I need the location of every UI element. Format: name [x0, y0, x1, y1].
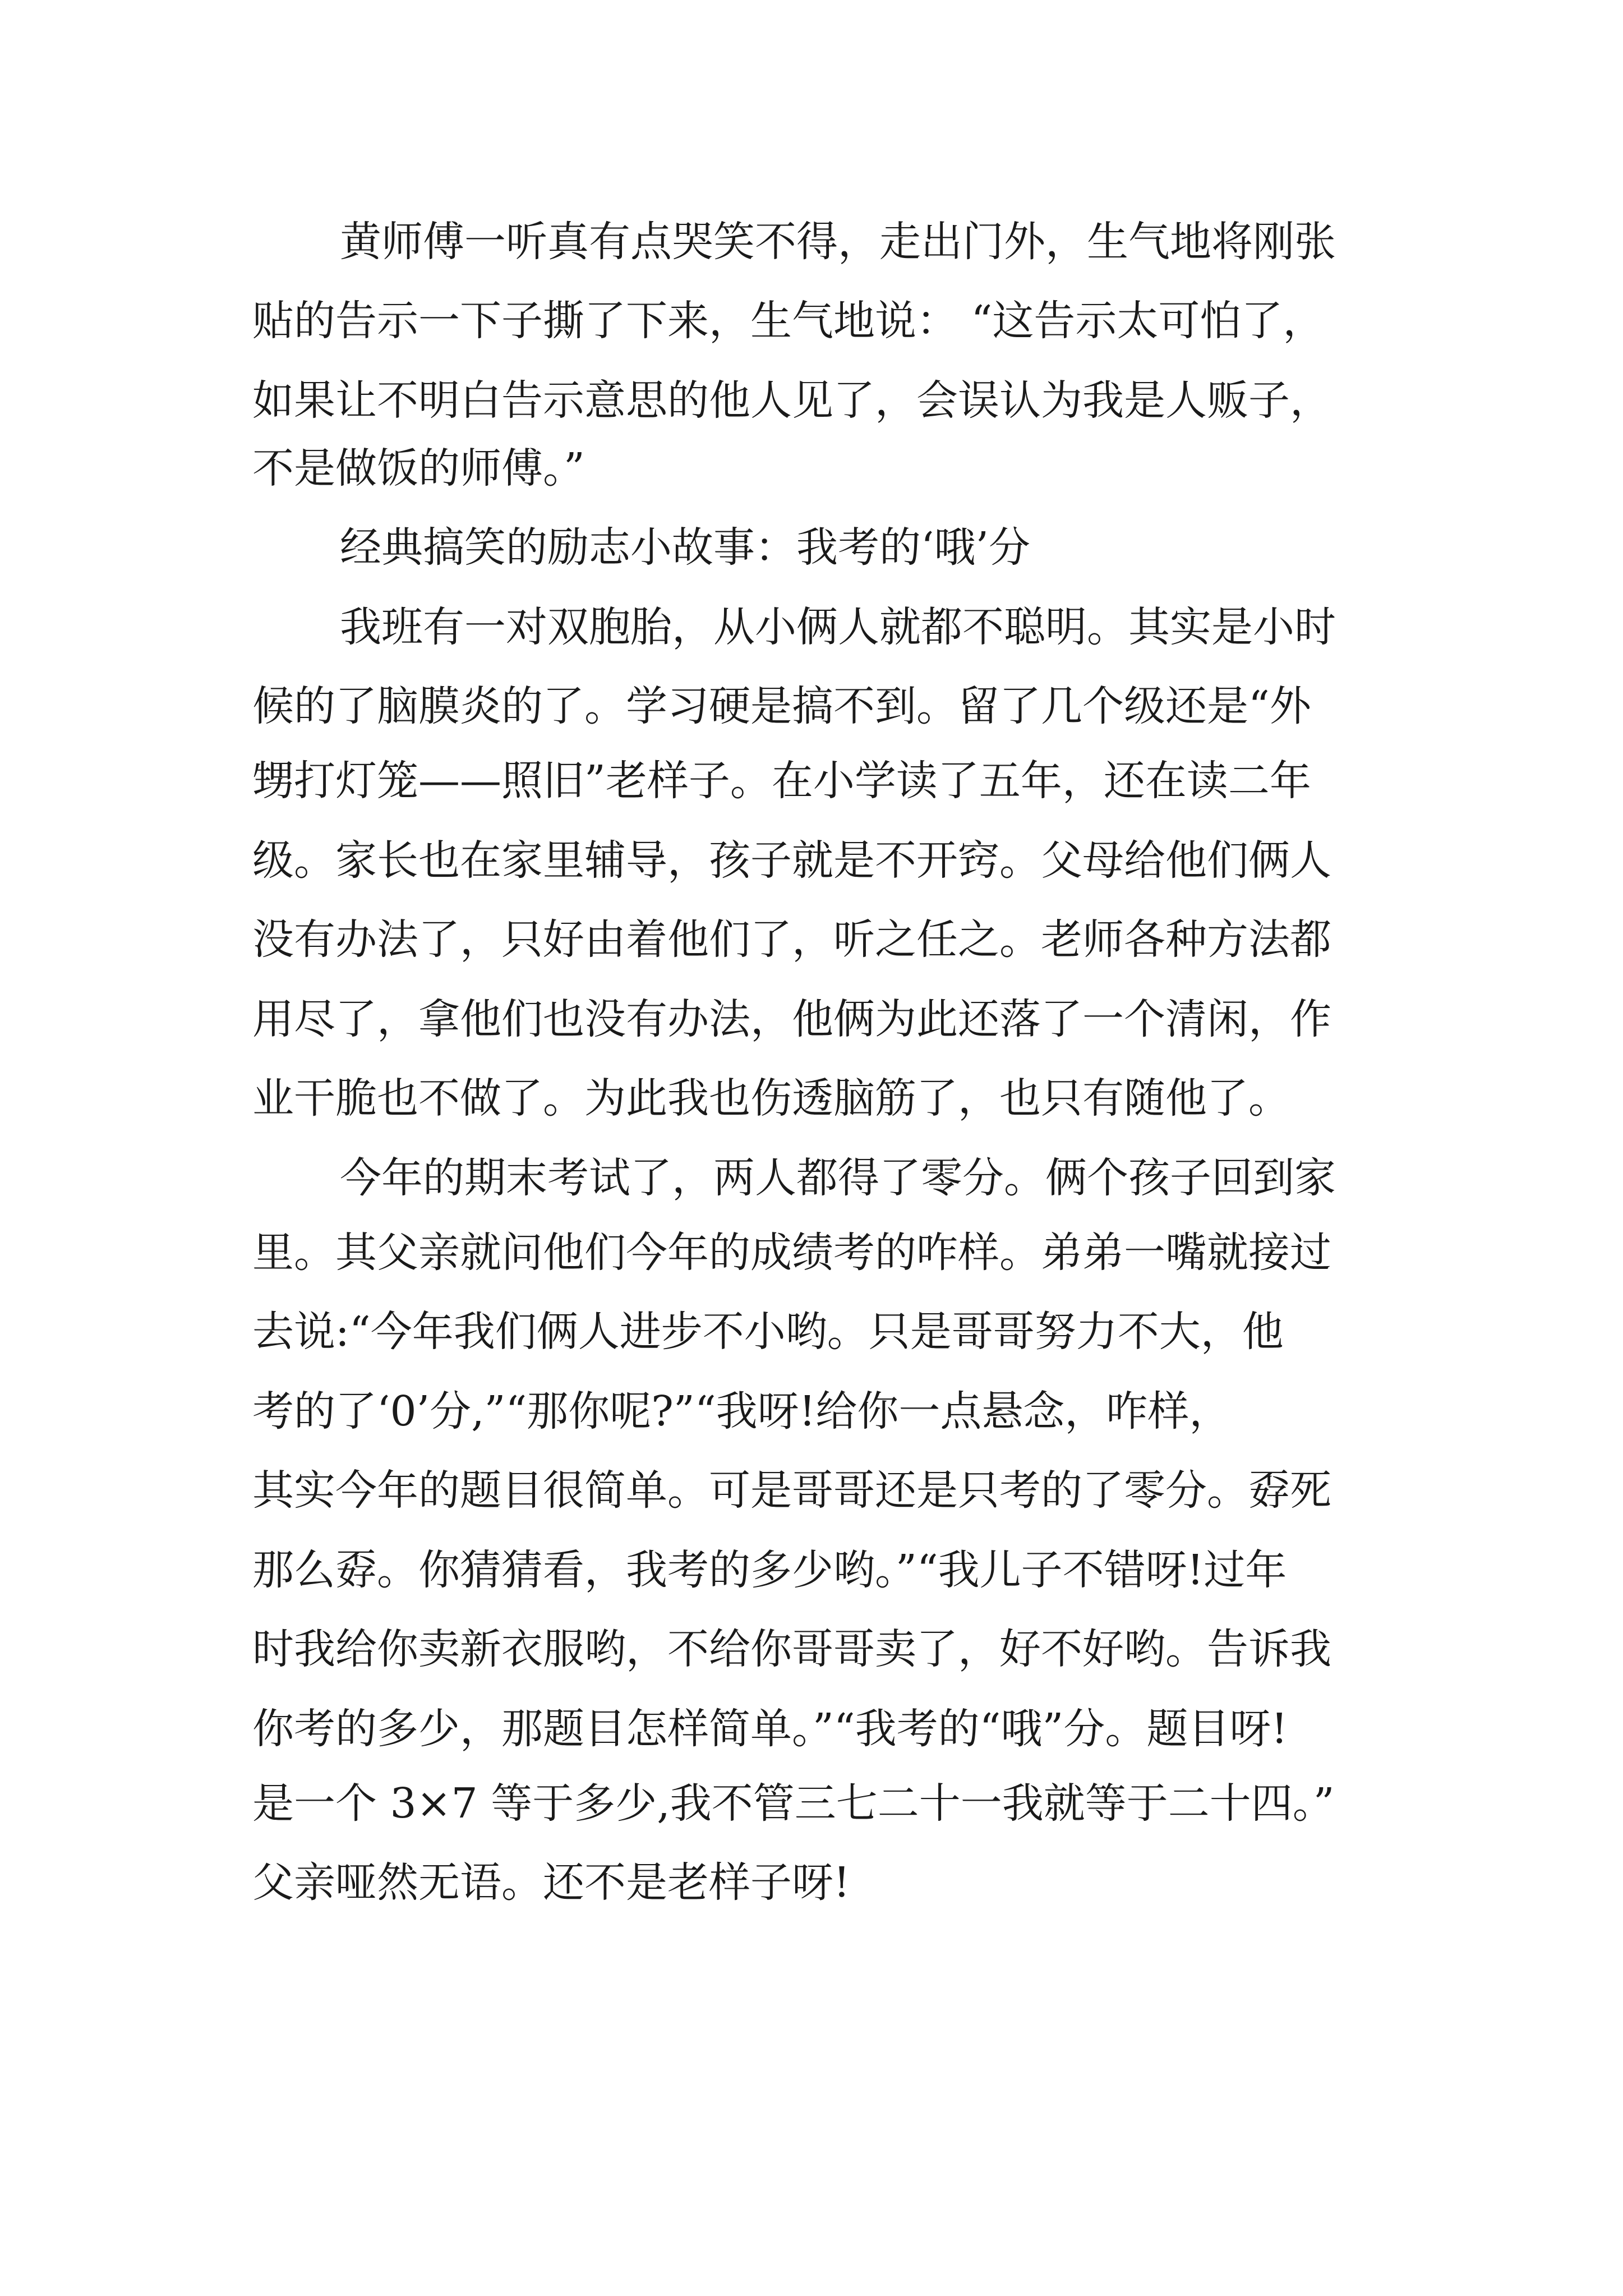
paragraph-line: 业干脆也不做了。为此我也伤透脑筋了，也只有随他了。 [252, 1074, 1290, 1122]
paragraph-line: 那么孬。你猜猜看，我考的多少哟。”“我儿子不错呀!过年 [252, 1546, 1287, 1594]
paragraph-line: 今年的期末考试了，两人都得了零分。俩个孩子回到家 [340, 1154, 1336, 1202]
paragraph-line: 黄师傅一听真有点哭笑不得，走出门外，生气地将刚张 [340, 218, 1336, 266]
paragraph-line: 其实今年的题目很简单。可是哥哥还是只考的了零分。孬死 [252, 1466, 1331, 1515]
paragraph-line: 候的了脑膜炎的了。学习硬是搞不到。留了几个级还是“外 [252, 682, 1311, 730]
paragraph-line: 时我给你卖新衣服哟，不给你哥哥卖了，好不好哟。告诉我 [252, 1625, 1331, 1673]
paragraph-line: 甥打灯笼——照旧”老样子。在小学读了五年，还在读二年 [252, 757, 1311, 805]
paragraph-line: 是一个 3×7 等于多少,我不管三七二十一我就等于二十四。” [252, 1779, 1335, 1828]
paragraph-line: 如果让不明白告示意思的他人见了，会误认为我是人贩子， [252, 376, 1331, 425]
paragraph-line: 父亲哑然无语。还不是老样子呀! [252, 1858, 850, 1907]
paragraph-line: 没有办法了，只好由着他们了，听之任之。老师各种方法都 [252, 915, 1331, 964]
paragraph-line: 不是做饭的师傅。” [252, 444, 585, 493]
paragraph-line: 考的了‘0’分,”“那你呢?”“我呀!给你一点悬念，咋样， [252, 1387, 1231, 1435]
paragraph-line: 级。家长也在家里辅导，孩子就是不开窍。父母给他们俩人 [252, 836, 1331, 885]
paragraph-line: 我班有一对双胞胎，从小俩人就都不聪明。其实是小时 [340, 603, 1336, 651]
paragraph-line: 里。其父亲就问他们今年的成绩考的咋样。弟弟一嘴就接过 [252, 1228, 1331, 1277]
section-heading: 经典搞笑的励志小故事：我考的‘哦’分 [340, 523, 1031, 572]
paragraph-line: 贴的告示一下子撕了下来，生气地说： “这告示太可怕了， [252, 297, 1325, 345]
paragraph-line: 用尽了，拿他们也没有办法，他俩为此还落了一个清闲，作 [252, 995, 1331, 1043]
paragraph-line: 你考的多少，那题目怎样简单。”“我考的“哦”分。题目呀! [252, 1705, 1288, 1753]
paragraph-line: 去说:“今年我们俩人进步不小哟。只是哥哥努力不大，他 [252, 1308, 1284, 1356]
